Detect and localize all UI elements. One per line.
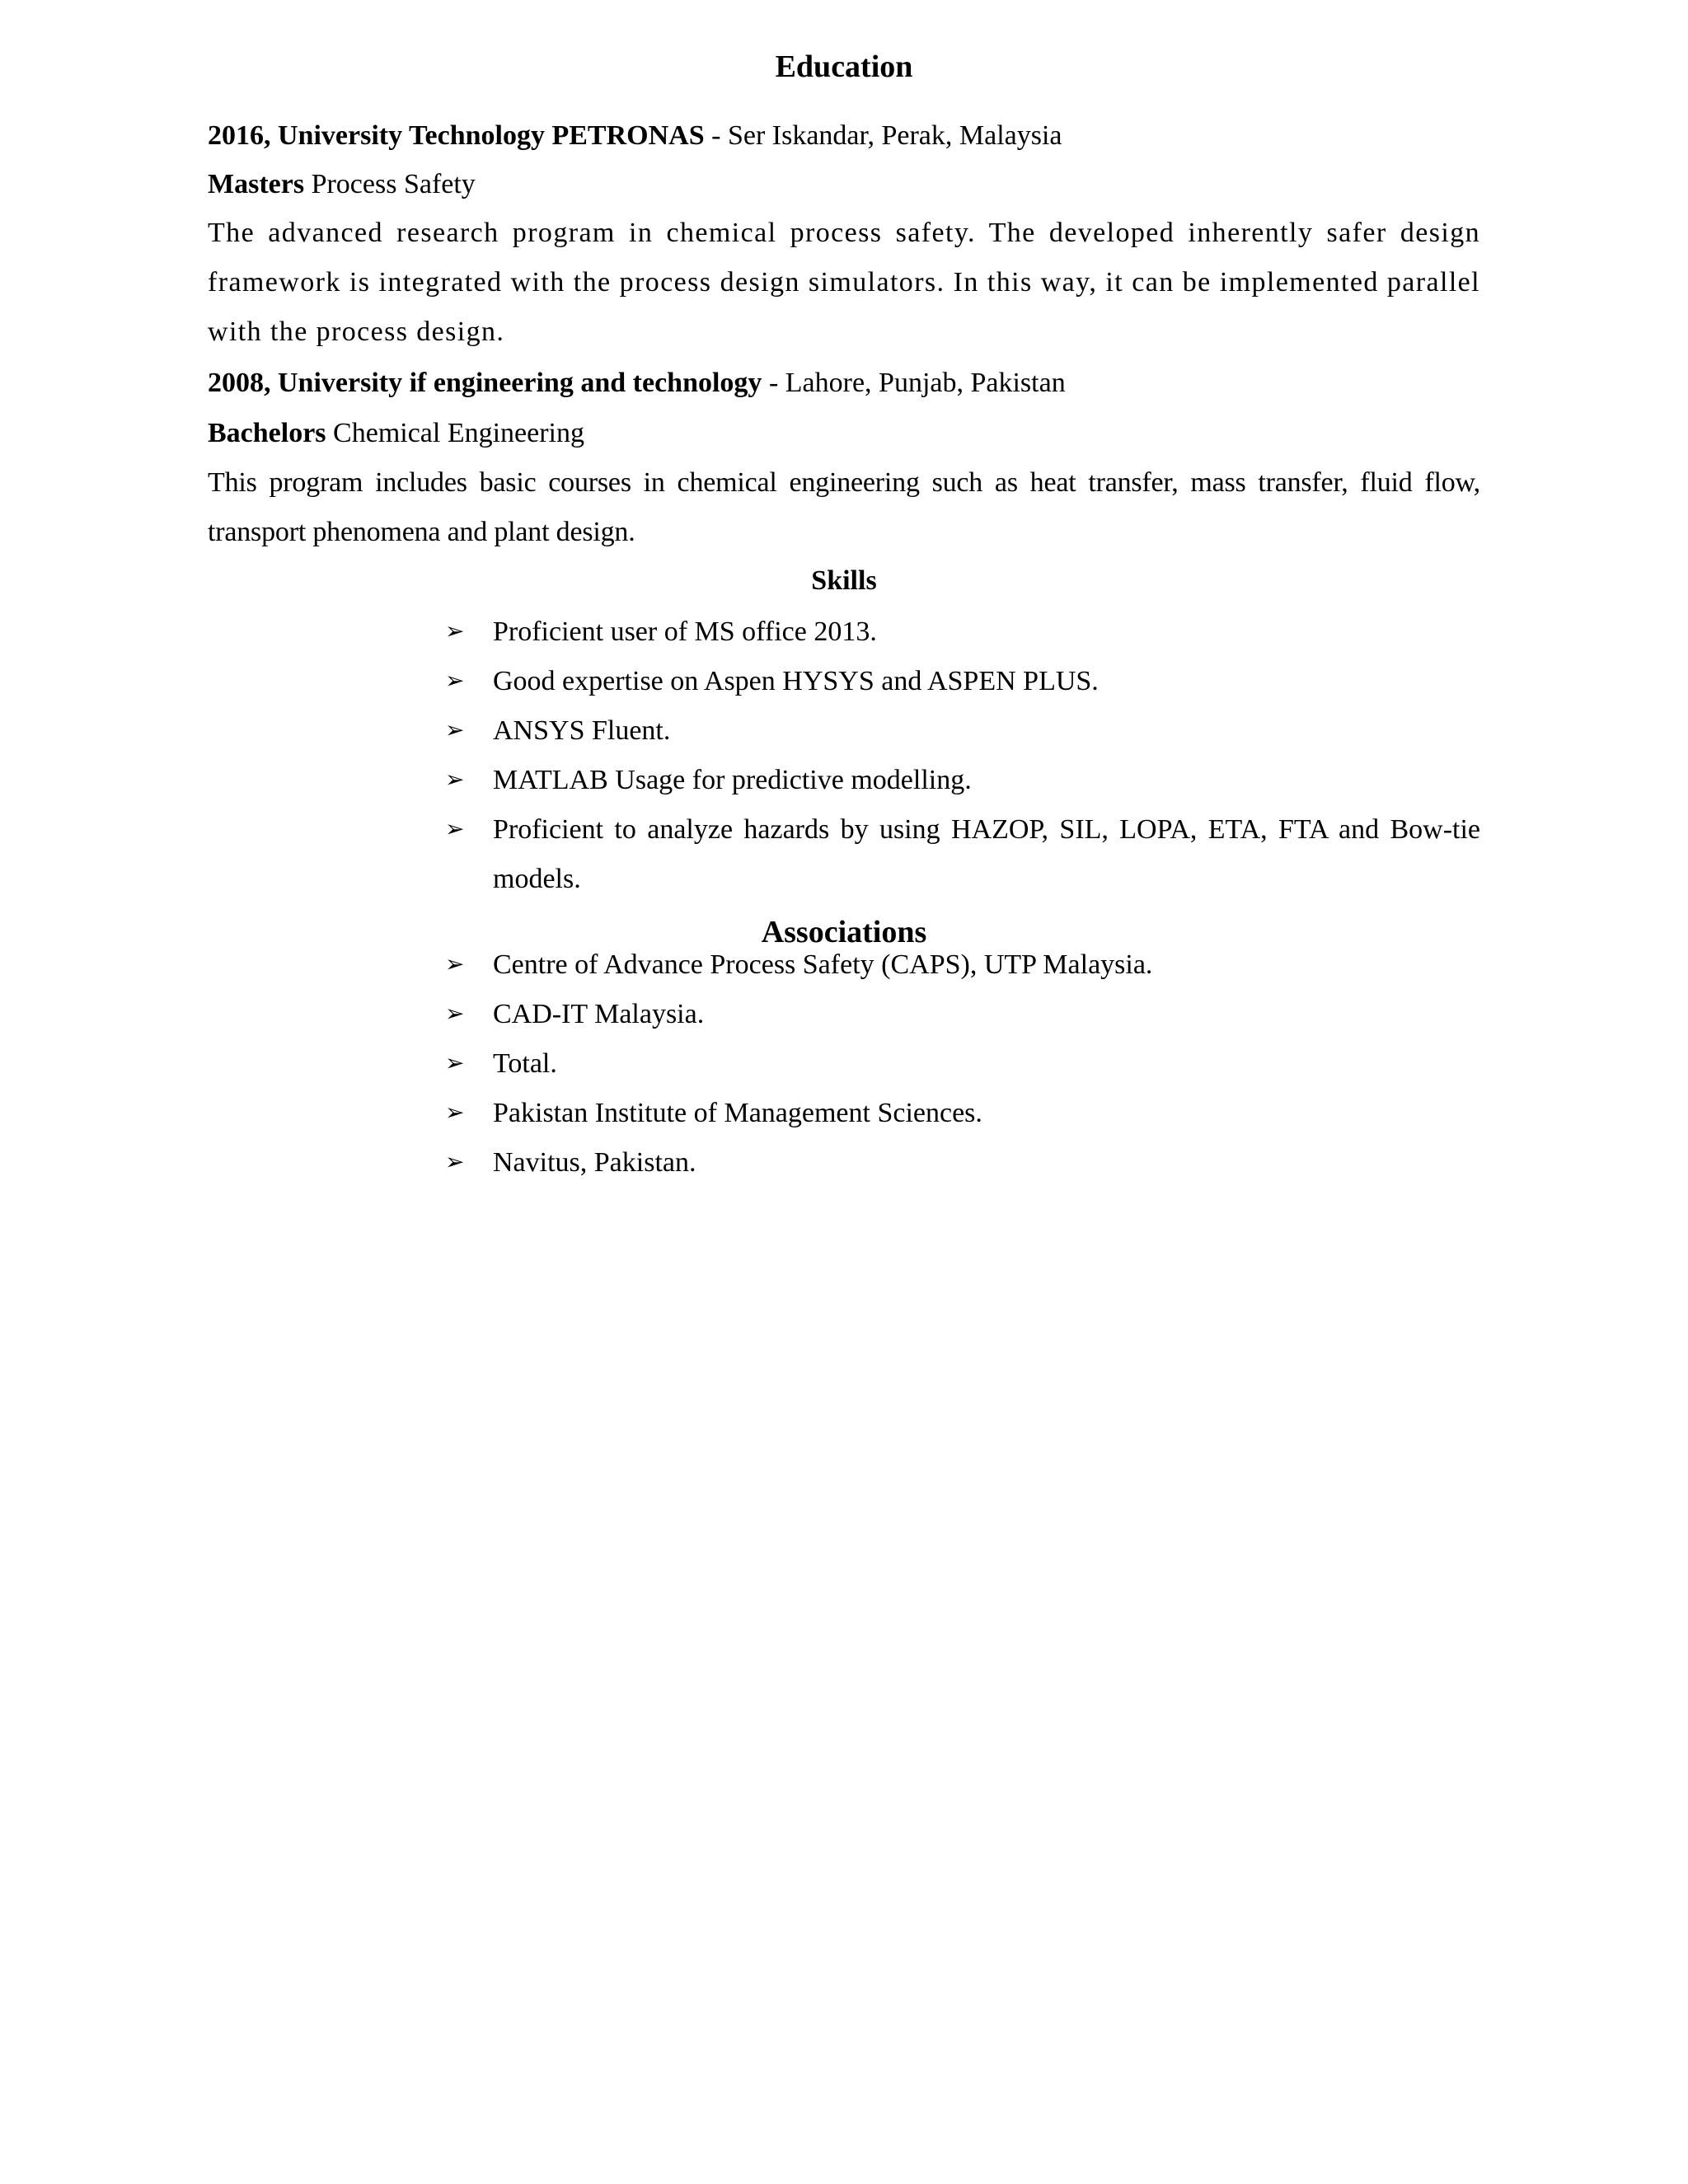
associations-list-item xyxy=(445,1089,1480,1138)
skills-list-item xyxy=(445,756,1480,805)
education-entry-1-degree-level: Masters xyxy=(208,169,305,199)
education-entry-1-degree xyxy=(208,160,1480,209)
education-entry-2-degree-field: Chemical Engineering xyxy=(326,418,585,448)
arrowhead-bullet-icon: ➢ xyxy=(445,718,465,743)
education-entry-1-degree-field: Process Safety xyxy=(304,169,476,199)
association-text: Total. xyxy=(493,1048,557,1079)
education-entry-1-header xyxy=(208,111,1480,161)
education-heading: Education xyxy=(775,49,913,84)
arrowhead-bullet-icon: ➢ xyxy=(445,952,465,977)
arrowhead-bullet-icon: ➢ xyxy=(445,1051,465,1076)
skills-heading: Skills xyxy=(811,565,877,596)
education-entry-2-degree xyxy=(208,409,1480,458)
arrowhead-bullet-icon: ➢ xyxy=(445,1001,465,1027)
arrowhead-bullet-icon: ➢ xyxy=(445,817,465,842)
associations-list xyxy=(445,940,1480,1188)
skills-list xyxy=(445,607,1480,904)
skills-list-item xyxy=(445,706,1480,756)
arrowhead-bullet-icon: ➢ xyxy=(445,1100,465,1126)
education-entry-2-header xyxy=(208,359,1480,408)
education-entry-1-description: The advanced research program in chemical process safety. The developed inherently safer design framework is integrated with the process design simulators. In this way, it can be implemented parallel with the process design. xyxy=(208,218,1480,347)
education-entry-2-institution: 2008, University if engineering and technology xyxy=(208,368,762,398)
association-text: Pakistan Institute of Management Sciences. xyxy=(493,1098,982,1128)
skill-text: MATLAB Usage for predictive modelling. xyxy=(493,765,972,795)
resume-page xyxy=(208,0,1480,2184)
associations-heading: Associations xyxy=(761,915,927,949)
skill-text: Proficient user of MS office 2013. xyxy=(493,616,877,647)
association-text: CAD-IT Malaysia. xyxy=(493,999,705,1029)
associations-list-item xyxy=(445,990,1480,1039)
associations-list-item xyxy=(445,940,1480,990)
skills-list-item xyxy=(445,607,1480,657)
associations-list-item xyxy=(445,1138,1480,1188)
arrowhead-bullet-icon: ➢ xyxy=(445,668,465,694)
arrowhead-bullet-icon: ➢ xyxy=(445,619,465,644)
association-text: Navitus, Pakistan. xyxy=(493,1147,696,1178)
skill-text: Good expertise on Aspen HYSYS and ASPEN PLUS. xyxy=(493,666,1099,696)
associations-list-item xyxy=(445,1039,1480,1089)
education-entry-2-location: - Lahore, Punjab, Pakistan xyxy=(762,368,1066,398)
education-entry-2-description: This program includes basic courses in chemical engineering such as heat transfer, mass transfer, fluid flow, transport phenomena and plant design. xyxy=(208,467,1480,547)
skills-list-item xyxy=(445,657,1480,706)
education-entry-1-location: - Ser Iskandar, Perak, Malaysia xyxy=(704,120,1062,151)
education-entry-2-degree-level: Bachelors xyxy=(208,418,326,448)
arrowhead-bullet-icon: ➢ xyxy=(445,767,465,793)
education-entry-1-institution: 2016, University Technology PETRONAS xyxy=(208,120,705,151)
skills-list-item xyxy=(445,805,1480,904)
association-text: Centre of Advance Process Safety (CAPS), UTP Malaysia. xyxy=(493,949,1153,980)
skill-text: Proficient to analyze hazards by using HAZOP, SIL, LOPA, ETA, FTA and Bow-tie models. xyxy=(493,814,1480,894)
skill-text: ANSYS Fluent. xyxy=(493,715,671,746)
arrowhead-bullet-icon: ➢ xyxy=(445,1150,465,1175)
